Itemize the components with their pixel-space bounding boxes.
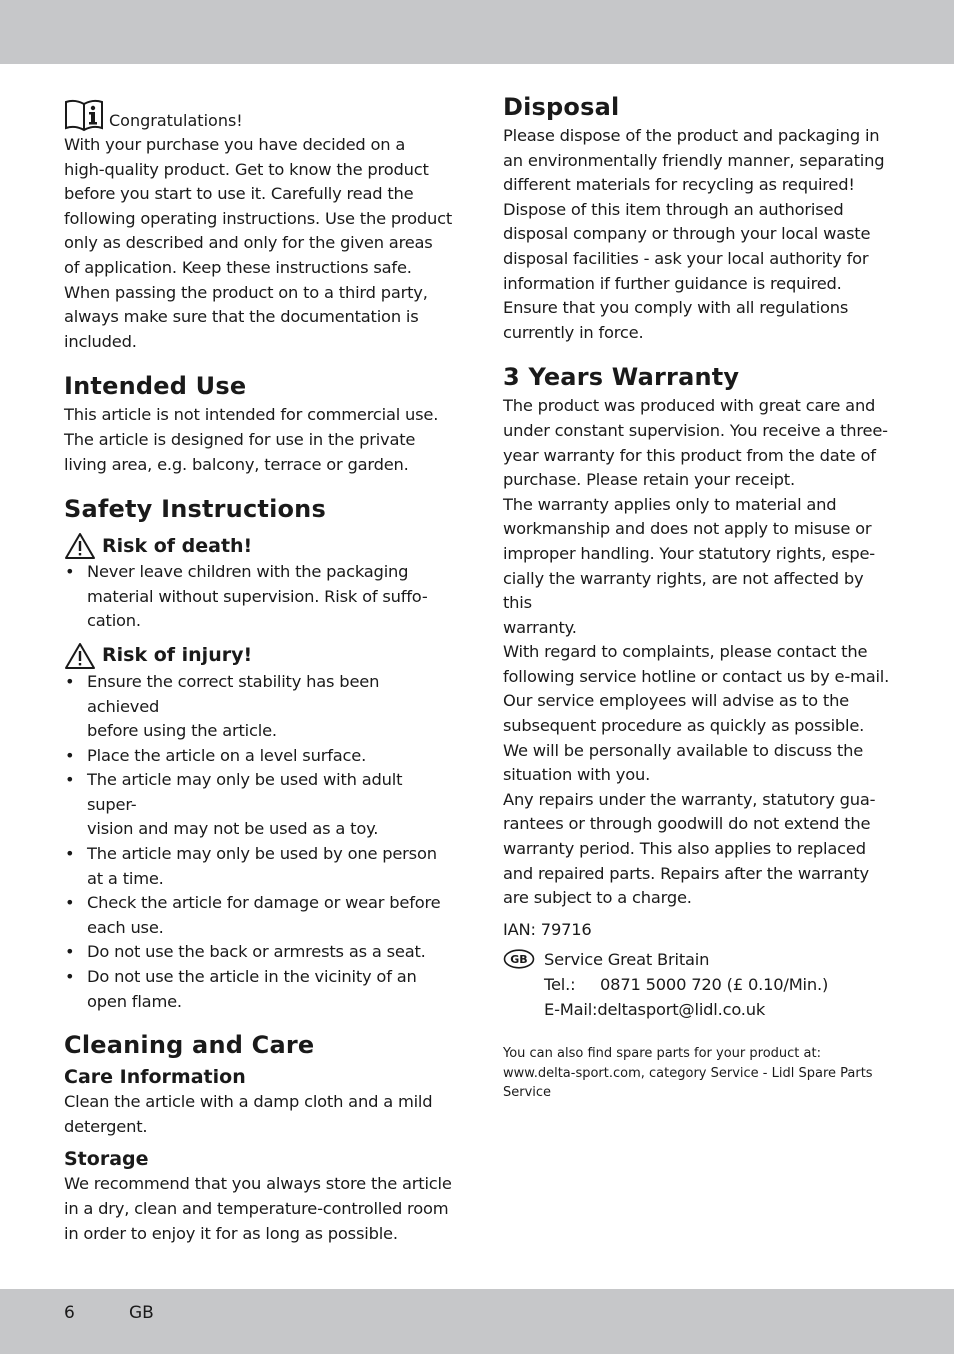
safety-instructions-title: Safety Instructions [64, 495, 326, 524]
cleaning-and-care-title: Cleaning and Care [64, 1031, 315, 1060]
list-item: • Do not use the back or armrests as a seat. [64, 940, 454, 965]
spare-parts-note: You can also find spare parts for your product at: www.delta-sport.com, category Service - Lidl Spare Parts Service [503, 1046, 873, 1101]
risk-of-death-heading [64, 533, 454, 559]
warranty-title: 3 Years Warranty [503, 363, 740, 392]
ian-number: IAN: 79716 [503, 919, 592, 939]
storage-title: Storage [64, 1148, 149, 1171]
congratulations-text: Congratulations! [109, 111, 243, 130]
list-item: • The article may only be used with adult super- vision and may not be used as a toy. [64, 768, 454, 842]
care-information-paragraph: Clean the article with a damp cloth and a mild detergent. [64, 1092, 433, 1136]
warning-triangle-icon [64, 642, 96, 670]
warning-triangle-icon [64, 532, 96, 560]
intro-paragraph: With your purchase you have decided on a high-quality product. Get to know the product before you start to use it. Carefully read the following operating instructions. Use the product only as described and only for the given areas of application. Keep these instructions safe. When passing the product on to a third party, always make sure that the documentation is included. [64, 135, 453, 351]
list-item: • Ensure the correct stability has been achieved before using the article. [64, 670, 454, 744]
list-item: • Never leave children with the packaging material without supervision. Risk of suffo- cation. [64, 560, 454, 634]
service-details [544, 948, 828, 1022]
gb-country-icon [503, 949, 535, 969]
page-number: 6 [64, 1303, 75, 1323]
left-column [64, 96, 454, 1246]
list-item: • Do not use the article in the vicinity of an open flame. [64, 965, 454, 1014]
service-email: E-Mail:deltasport@lidl.co.uk [544, 999, 766, 1019]
risk-of-death-title: Risk of death! [102, 534, 253, 557]
warranty-paragraph: The product was produced with great care and under constant supervision. You receive a three- year warranty for this product from the date of purchase. Please retain your receipt. The warranty applies only to material and workmanship and does not apply to misuse or improper handling. Your statutory rights, espe- cially the warranty rights, are not affected by this warranty. With regard to complaints, please contact the following service hotline or contact us by e-mail. Our service employees will advise as to the subsequent procedure as quickly as possible. We will be personally available to discuss the situation with you. Any repairs under the warranty, statutory gua- rantees or through goodwill do not extend the warranty period. This also applies to replaced and repaired parts. Repairs after the warranty are subject to a charge. [503, 396, 890, 908]
header-bar [0, 0, 954, 64]
disposal-title: Disposal [503, 93, 620, 121]
list-item: • Check the article for damage or wear before each use. [64, 891, 454, 940]
service-contact [503, 948, 893, 1022]
intended-use-paragraph: This article is not intended for commercial use. The article is designed for use in the private living area, e.g. balcony, terrace or garden. [64, 405, 439, 474]
storage-paragraph: We recommend that you always store the article in a dry, clean and temperature-controlled room in order to enjoy it for as long as possible. [64, 1174, 452, 1243]
list-item: • Place the article on a level surface. [64, 744, 454, 769]
service-phone: Tel.: 0871 5000 720 (£ 0.10/Min.) [544, 975, 829, 994]
svg-text:GB: GB [510, 953, 528, 967]
risk-of-death-list [64, 560, 454, 634]
care-information-title: Care Information [64, 1066, 246, 1089]
page-language: GB [129, 1303, 154, 1323]
list-item: • The article may only be used by one person at a time. [64, 842, 454, 891]
risk-of-injury-title: Risk of injury! [102, 644, 253, 667]
disposal-paragraph: Please dispose of the product and packaging in an environmentally friendly manner, separating different materials for recycling as required! Dispose of this item through an authorised disposal company or through your local waste disposal facilities - ask your local authority for information if further guidance is required. Ensure that you comply with all regulations currently in force. [503, 126, 885, 342]
right-column [503, 92, 893, 1103]
service-name: Service Great Britain [544, 950, 710, 970]
intro-heading [64, 96, 454, 132]
risk-of-injury-heading [64, 643, 454, 669]
info-book-icon [64, 98, 104, 132]
intended-use-title: Intended Use [64, 372, 247, 401]
risk-of-injury-list [64, 670, 454, 1014]
